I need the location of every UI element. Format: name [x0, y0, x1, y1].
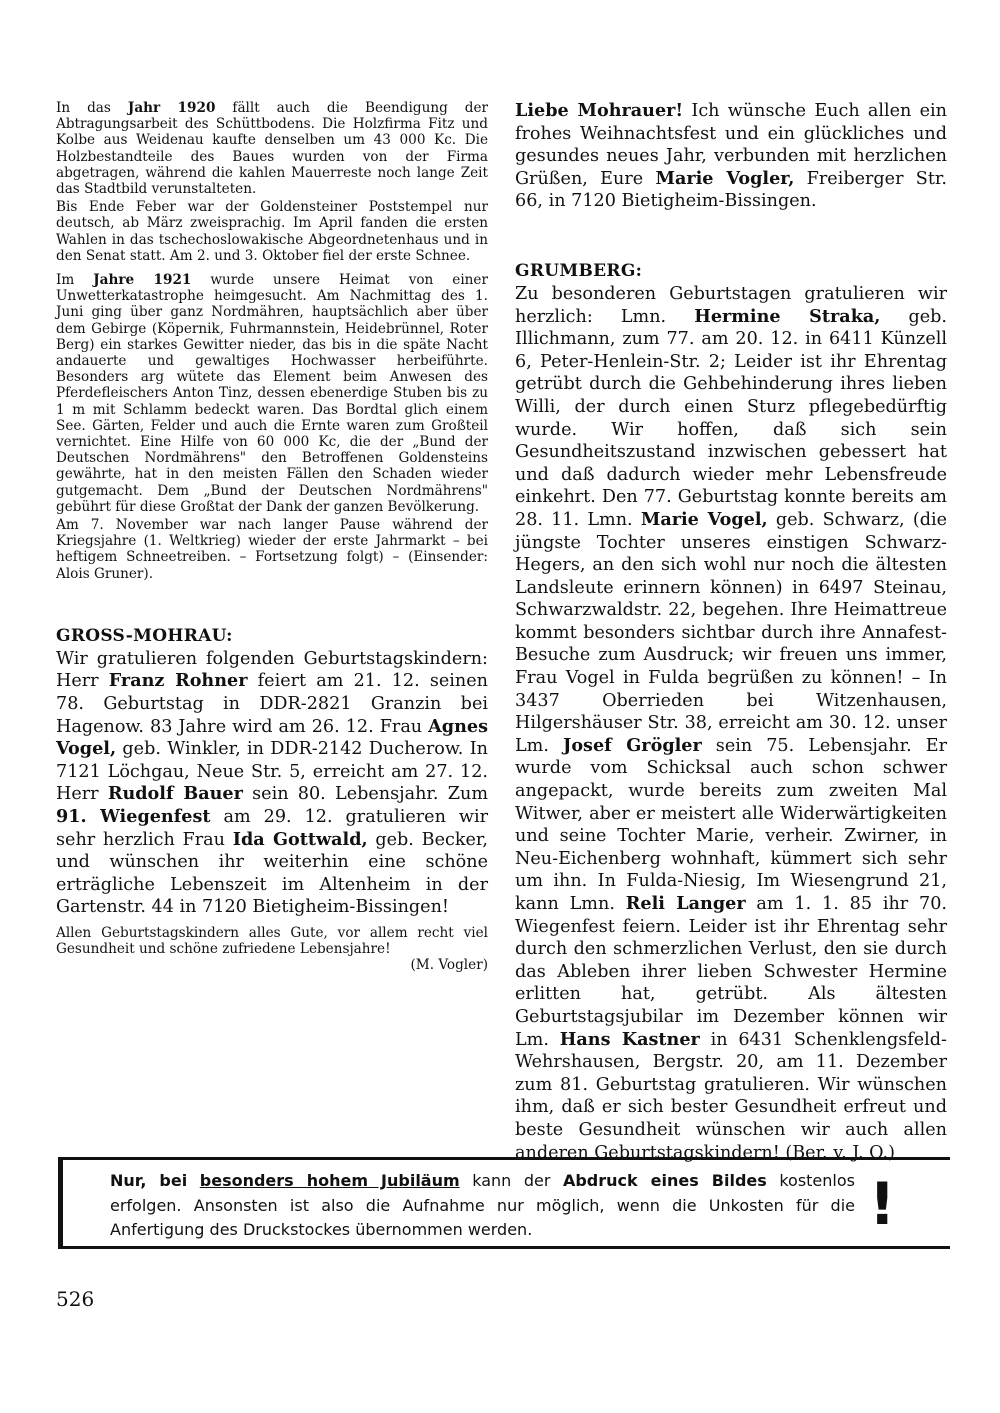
notice-underlined: besonders hohem Jubiläum: [199, 1171, 460, 1190]
signature-row: [56, 957, 488, 973]
left-column: [56, 100, 488, 974]
notice-box: [58, 1157, 950, 1249]
section-heading-gross-mohrau: GROSS-MOHRAU:: [56, 625, 233, 646]
right-column: [515, 100, 947, 1170]
exclamation-mark: !: [869, 1170, 896, 1238]
paragraph-gross-mohrau: Wir gratulieren folgenden Geburtstagskindern: Herr Franz Rohner feiert am 21. 12. seinen 78. Geburtstag in DDR-2821 Granzin bei Hagenow. 83 Jahre wird am 26. 12. Frau Agnes Vogel, geb. Winkler, in DDR-2142 Ducherow. In 7121 Löchgau, Neue Str. 5, erreicht am 27. 12. Herr Rudolf Bauer sein 80. Lebensjahr. Zum 91. Wiegenfest am 29. 12. gratulieren wir sehr herzlich Frau Ida Gottwald, geb. Becker, und wünschen ihr weiterhin eine schöne erträgliche Lebenszeit im Altenheim in der Gartenstr. 44 in 7120 Bietigheim-Bissingen!: [56, 648, 489, 918]
paragraph-jahrmarkt: Am 7. November war nach langer Pause während der Kriegsjahre (1. Weltkrieg) wieder der erste Jahrmarkt – bei heftigem Schneetreiben. – Fortsetzung folgt) – (Einsender: Alois Gruner).: [56, 517, 488, 582]
page-number: 526: [56, 1287, 95, 1311]
signature: (M. Vogler): [410, 957, 488, 974]
paragraph-grumberg: Zu besonderen Geburtstagen gratulieren wir herzlich: Lmn. Hermine Straka, geb. Illichmann, zum 77. am 20. 12. in 6411 Künzell 6, Peter-Henlein-Str. 2; Leider ist ihr Ehrentag getrübt durch die Gehbehinderung ihres lieben Willi, der durch einen Sturz pflegebedürftig wurde. Wir hoffen, daß sich sein Gesundheitszustand inzwischen gebessert hat und daß dadurch wieder mehr Lebensfreude einkehrt. Den 77. Geburtstag konnte bereits am 28. 11. Lmn. Marie Vogel, geb. Schwarz, (die jüngste Tochter unseres einstigen Schwarz-Hegers, an den sich wohl nur noch die ältesten Landsleute erinnern können) in 6497 Steinau, Schwarzwaldstr. 22, begehen. Ihre Heimattreue kommt besonders sichtbar durch ihre Annafest-Besuche zum Ausdruck; wir freuen uns immer, Frau Vogel in Fulda begrüßen zu können! – In 3437 Oberrieden bei Witzenhausen, Hilgershäuser Str. 38, erreicht am 30. 12. unser Lm. Josef Grögler sein 75. Lebensjahr. Er wurde vom Schicksal auch schon schwer angepackt, wurde bereits zum zweiten Mal Witwer, aber er meistert alle Widerwärtigkeiten und seine Tochter Marie, verheir. Zwirner, in Neu-Eichenberg wohnhaft, kümmert sich sehr um ihn. In Fulda-Niesig, Im Wiesengrund 21, kann Lmn. Reli Langer am 1. 1. 85 ihr 70. Wiegenfest feiern. Leider ist ihr Ehrentag sehr durch den schmerzlichen Verlust, den sie durch das Ableben ihrer lieben Schwester Hermine erlitten hat, getrübt. Als ältesten Geburtstagsjubilar im Dezember können wir Lm. Hans Kastner in 6431 Schenklengsfeld-Wehrshausen, Bergstr. 20, am 11. Dezember zum 81. Geburtstag gratulieren. Wir wünschen ihm, daß er sich bester Gesundheit erfreut und beste Gesundheit wünschen wir auch allen anderen Geburtstagskindern! (Ber. v. J. O.): [515, 283, 948, 1163]
paragraph-greeting: Liebe Mohrauer! Ich wünsche Euch allen ein frohes Weihnachtsfest und ein glückliches und gesundes neues Jahr, verbunden mit herzlichen Grüßen, Eure Marie Vogler, Freiberger Str. 66, in 7120 Bietigheim-Bissingen.: [515, 100, 947, 212]
paragraph-poststempel: Bis Ende Feber war der Goldensteiner Poststempel nur deutsch, ab März zweisprachig. Im April fanden die ersten Wahlen in das tschechoslowakische Abgeordnetenhaus und in den Senat statt. Am 2. und 3. Oktober fiel der erste Schnee.: [56, 199, 488, 264]
paragraph-1920: In das Jahr 1920 fällt auch die Beendigung der Abtragungsarbeit des Schüttbodens. Die Holzfirma Fitz und Kolbe aus Weidenau kaufte denselben um 43 000 Kc. Die Holzbestandteile des Baues wurden von der Firma abgetragen, während die kahlen Mauerreste noch lange Zeit das Stadtbild verunstalteten.: [56, 100, 489, 198]
paragraph-closing: Allen Geburtstagskindern alles Gute, vor allem recht viel Gesundheit und schöne zufriedene Lebensjahre!: [56, 925, 488, 958]
notice-text: Nur, bei besonders hohem Jubiläum kann der Abdruck eines Bildes kostenlos erfolgen. Ansonsten ist also die Aufnahme nur möglich, wenn die Unkosten für die Anfertigung des Druckstockes übernommen werden.: [110, 1171, 855, 1239]
section-heading-grumberg: GRUMBERG:: [515, 260, 643, 281]
paragraph-1921: Im Jahre 1921 wurde unsere Heimat von einer Unwetterkatastrophe heimgesucht. Am Nachmittag des 1. Juni ging über ganz Nordmähren, hauptsächlich aber über dem Gebirge (Köpernik, Fuhrmannstein, Heidebrünnel, Roter Berg) ein starkes Gewitter nieder, das bis in die späte Nacht andauerte und gewaltiges Hochwasser herbeiführte. Besonders arg wütete das Element beim Anwesen des Pferdefleischers Anton Tinz, dessen ebenerdige Stuben bis zu 1 m mit Schlamm bedeckt waren. Das Bordtal glich einem See. Gärten, Felder und auch die Ernte waren zum Großteil vernichtet. Eine Hilfe von 60 000 Kc, die der „Bund der Deutschen Nordmährens" den Betroffenen Goldensteins gewährte, hat in den meisten Fällen den Schaden wieder gutgemacht. Dem „Bund der Deutschen Nordmährens" gebührt für diese Großtat der Dank der ganzen Bevölkerung.: [56, 272, 488, 515]
